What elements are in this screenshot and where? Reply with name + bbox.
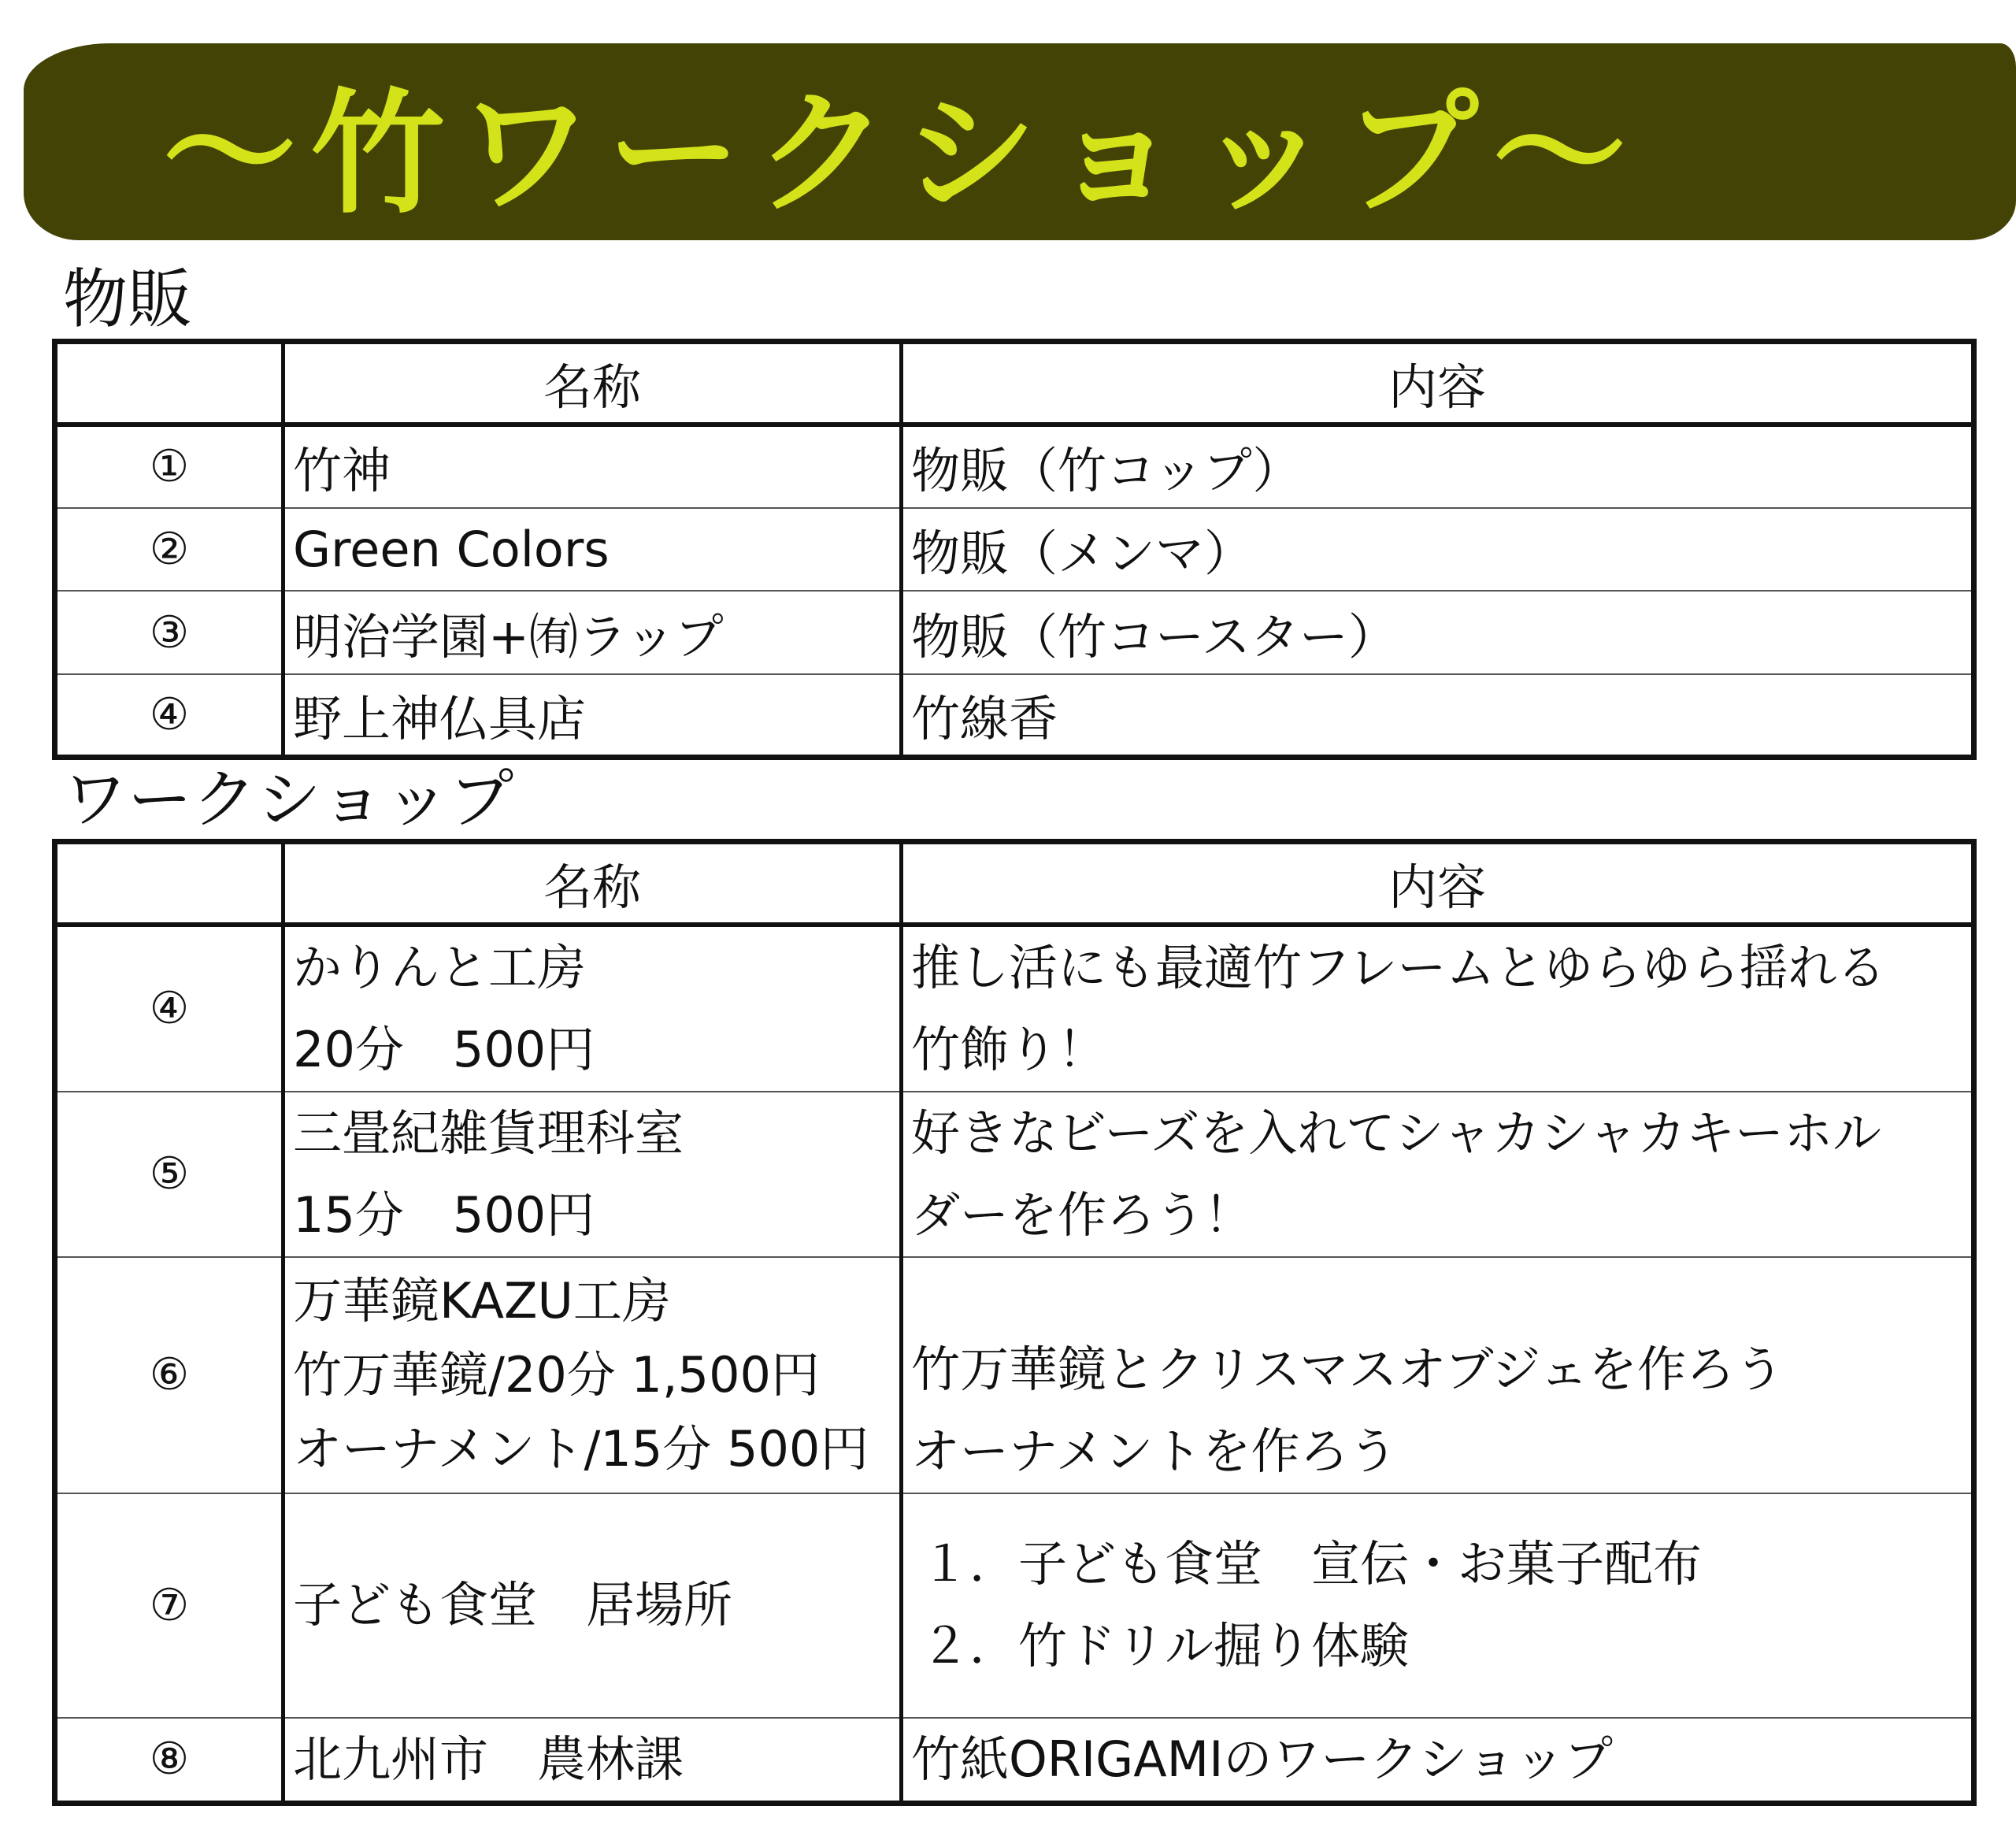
workshop-header-row <box>55 842 1974 925</box>
row-number: ⑦ <box>55 1493 284 1718</box>
sales-header-name: 名称 <box>284 342 902 425</box>
workshop-heading: ワークショップ <box>63 762 514 837</box>
row-name <box>284 925 902 1092</box>
row-number: ④ <box>55 674 284 758</box>
table-row <box>55 925 1974 1092</box>
row-name: 明治学園+㈲ラップ <box>284 591 902 674</box>
row-content <box>902 1257 1974 1493</box>
table-row <box>55 1718 1974 1804</box>
workshop-header-num <box>55 842 284 925</box>
name-line: 万華鏡KAZU工房 <box>293 1271 671 1330</box>
name-line: 子ども食堂 居場所 <box>293 1576 733 1634</box>
row-name <box>284 1493 902 1718</box>
row-name: Green Colors <box>284 508 902 592</box>
content-line: 推し活にも最適竹フレームとゆらゆら揺れる <box>911 938 1886 996</box>
sales-header-content: 内容 <box>902 342 1974 425</box>
row-name: 野上神仏具店 <box>284 674 902 758</box>
workshop-header-name: 名称 <box>284 842 902 925</box>
content-line: 好きなビーズを入れてシャカシャカキーホル <box>911 1103 1881 1162</box>
row-number: ⑥ <box>55 1257 284 1493</box>
name-line: オーナメント/15分 500円 <box>293 1419 869 1478</box>
sales-heading: 物販 <box>63 262 193 337</box>
workshop-table <box>52 839 1977 1806</box>
table-row <box>55 1493 1974 1718</box>
row-number: ③ <box>55 591 284 674</box>
name-line: 北九州市 農林課 <box>293 1730 684 1788</box>
row-content <box>902 925 1974 1092</box>
row-number: ④ <box>55 925 284 1092</box>
content-line: オーナメントを作ろう <box>911 1422 1398 1480</box>
content-line: ダーを作ろう！ <box>911 1185 1254 1244</box>
name-line: かりんと工房 <box>293 938 587 996</box>
name-line: 三畳紀雑貨理科室 <box>293 1103 684 1162</box>
row-content: 竹線香 <box>902 674 1974 758</box>
table-row <box>55 425 1974 508</box>
sales-header-row <box>55 342 1974 425</box>
sales-header-num <box>55 342 284 425</box>
row-number: ② <box>55 508 284 592</box>
row-number: ⑤ <box>55 1092 284 1257</box>
row-content: 物販（メンマ） <box>902 508 1974 592</box>
content-line: ２．竹ドリル掘り体験 <box>921 1617 1410 1675</box>
row-content <box>902 1718 1974 1804</box>
row-number: ① <box>55 425 284 508</box>
row-content: 物販（竹コップ） <box>902 425 1974 508</box>
table-row <box>55 674 1974 758</box>
row-content <box>902 1493 1974 1718</box>
row-name <box>284 1257 902 1493</box>
content-line: １．子ども食堂 宣伝・お菓子配布 <box>921 1535 1703 1593</box>
content-line: 竹万華鏡とクリスマスオブジェを作ろう <box>911 1340 1784 1398</box>
workshop-header-content: 内容 <box>902 842 1974 925</box>
table-row <box>55 1257 1974 1493</box>
row-name <box>284 1718 902 1804</box>
row-number: ⑧ <box>55 1718 284 1804</box>
sales-table <box>52 339 1977 760</box>
row-name <box>284 1092 902 1257</box>
name-line: 15分 500円 <box>293 1185 595 1244</box>
row-content: 物販（竹コースター） <box>902 591 1974 674</box>
table-row <box>55 508 1974 592</box>
row-name: 竹神 <box>284 425 902 508</box>
content-line: 竹紙ORIGAMIのワークショップ <box>911 1730 1614 1788</box>
name-line: 20分 500円 <box>293 1020 595 1078</box>
page-title: ～竹ワークショップ～ <box>162 76 1641 232</box>
table-row <box>55 1092 1974 1257</box>
content-line: 竹飾り！ <box>911 1020 1107 1078</box>
table-row <box>55 591 1974 674</box>
row-content <box>902 1092 1974 1257</box>
name-line: 竹万華鏡/20分 1,500円 <box>293 1345 820 1404</box>
